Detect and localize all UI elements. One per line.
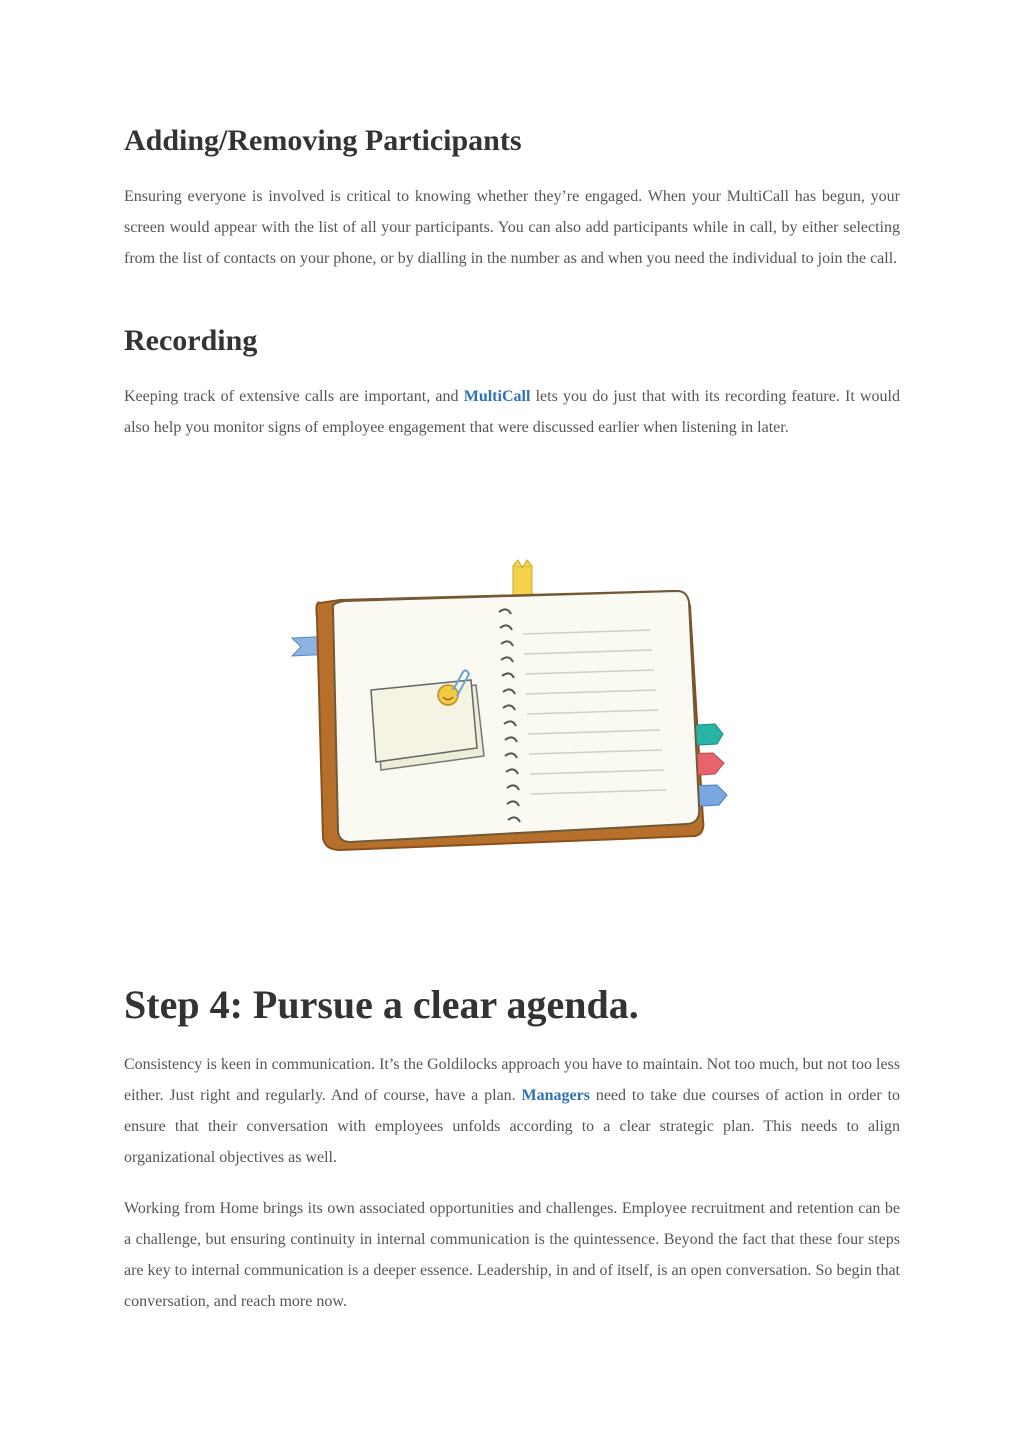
multicall-link[interactable]: MultiCall	[463, 388, 536, 405]
paragraph-step4-working-from-home: Working from Home brings its own associated opportunities and challenges. Employee recruitment and retention can be a challenge, but ensuring continuity in internal communication is the quintessence. Beyond the fact that these four steps are key to internal communication is a deeper essence. Leadership, in and of itself, is an open conversation. So begin that conversation, and reach more now.	[124, 1200, 900, 1310]
paragraph-adding-removing: Ensuring everyone is involved is critical to knowing whether they’re engaged. When your MultiCall has begun, your screen would appear with the list of all your participants. You can also add participants while in call, by either selecting from the list of contacts on your phone, or by dialling in the number as and when you need the individual to join the call.	[124, 188, 900, 267]
paragraph-recording	[124, 381, 900, 443]
step4-text-end: need to take due courses of action in order to ensure that their conversation with employees unfolds according to a clear strategic plan. This needs to align organizational objectives as well.	[124, 1087, 901, 1166]
section-heading-recording: Recording	[124, 324, 258, 357]
notebook-illustration	[285, 558, 735, 858]
recording-text-start: Keeping track of extensive calls are important, and	[124, 388, 464, 405]
managers-link[interactable]: Managers	[521, 1087, 590, 1104]
paragraph-step4-consistency	[124, 1049, 900, 1173]
section-heading-adding-removing: Adding/Removing Participants	[124, 124, 522, 157]
step4-text-start: Consistency is keen in communication. It’s the Goldilocks approach you have to maintain. Not too much, but not too less either. Just right and regularly. And of course, have a plan.	[124, 1056, 900, 1104]
recording-text-end: lets you do just that with its recording feature. It would also help you monitor signs of employee engagement that were discussed earlier when listening in later.	[124, 388, 900, 436]
notebook-icon	[285, 558, 735, 858]
step-4-heading: Step 4: Pursue a clear agenda.	[124, 982, 639, 1027]
